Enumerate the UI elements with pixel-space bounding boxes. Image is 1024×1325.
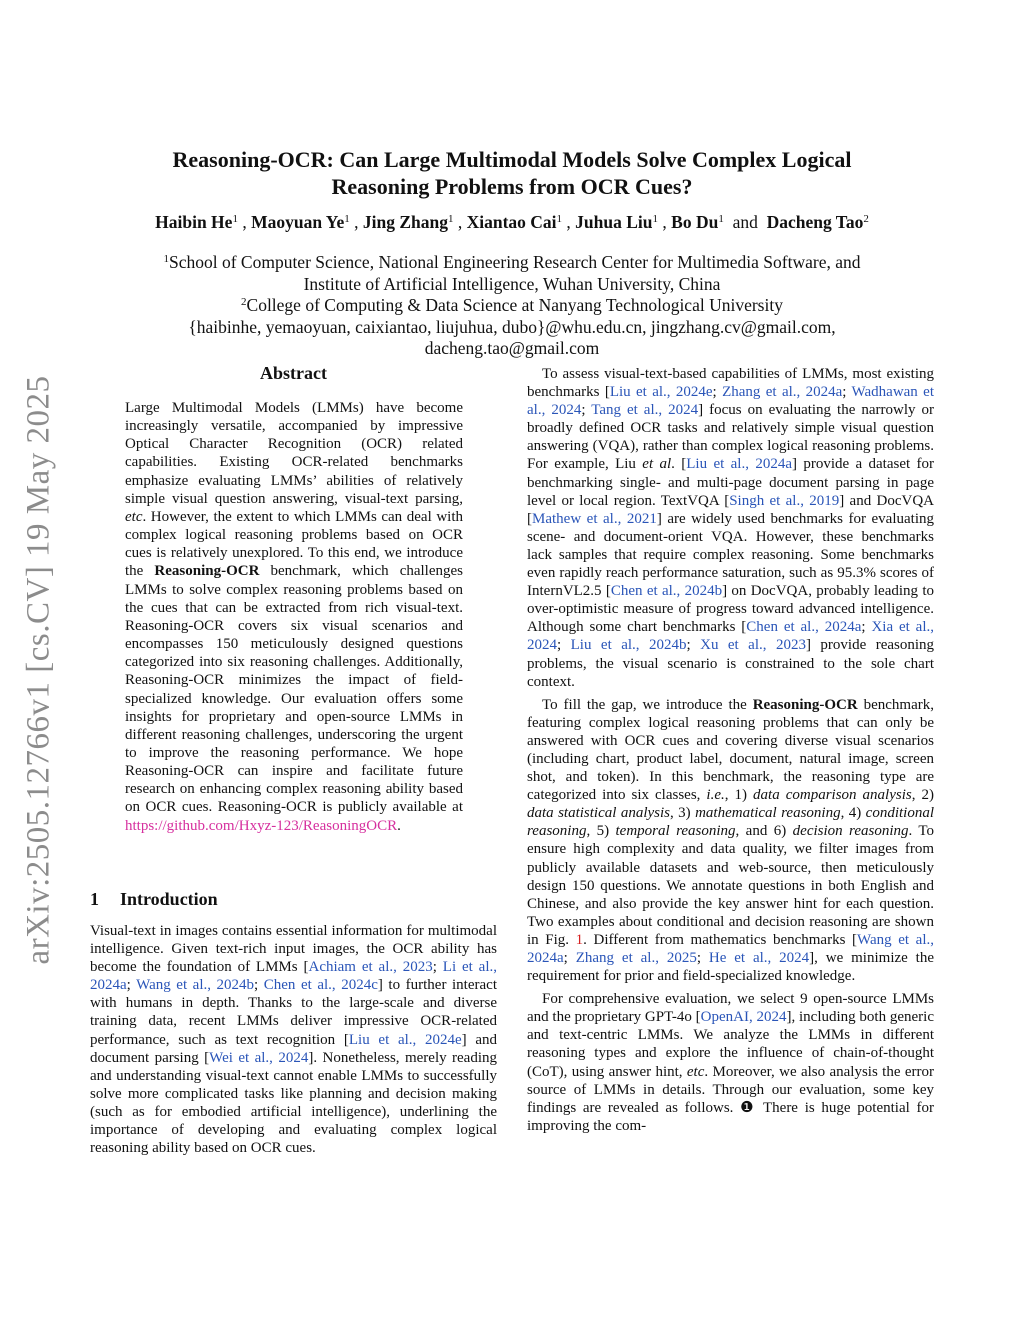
- author-emails-cont: dacheng.tao@gmail.com: [424, 338, 600, 358]
- citation-link[interactable]: Liu et al., 2024e: [609, 384, 713, 401]
- citation-link[interactable]: Singh et al., 2019: [729, 492, 840, 509]
- citation-link[interactable]: Achiam et al., 2023: [308, 959, 433, 976]
- author-name: Jing Zhang: [362, 212, 448, 232]
- figure-reference-link[interactable]: 1: [575, 931, 584, 948]
- citation-link[interactable]: Wadhawan et al., 2024: [527, 384, 934, 419]
- paper-title: [100, 146, 924, 200]
- title-line: Reasoning-OCR: Can Large Multimodal Models Solve Complex Logical: [172, 147, 852, 172]
- citation-link[interactable]: OpenAI, 2024: [700, 1009, 787, 1026]
- section-heading-introduction: 1 Introduction: [90, 889, 218, 909]
- citation-link[interactable]: Tang et al., 2024: [591, 402, 699, 419]
- author-list: Haibin He$^1$ , Maoyuan Ye$^1$ , Jing Zhang$^1$ , Xiantao Cai$^1$ , Juhua Liu$^1$ , Bo Du$^1$ and Dacheng Tao$^2$: [155, 212, 869, 232]
- author-name: Xiantao Cai: [466, 212, 557, 232]
- author-name: Bo Du: [671, 212, 719, 232]
- author-name: Haibin He: [155, 212, 233, 232]
- author-affiliation-mark: 1: [556, 213, 563, 225]
- paragraph: Visual-text in images contains essential information for multimodal intelligence. Given text-rich input images, the OCR ability has become the foundation of LMMs [Achiam et al., 2023; Li et al., 2024a; Wang et al., 2024b; Chen et al., 2024c] to further interact with humans in depth. Thanks to the large-scale and diverse training data, recent LMMs deliver impressive OCR-related performance, such as text recognition [Liu et al., 2024e] and document parsing [Wei et al., 2024]. Nonetheless, merely reading and understanding visual-text cannot enable LMMs to successfully solve more complicated tasks like planning and decision making (such as for embodied artificial intelligence), underlining the importance of developing and evaluating complex logical reasoning ability based on OCR cues.: [90, 923, 498, 1157]
- citation-link[interactable]: Chen et al., 2024a: [746, 619, 862, 636]
- citation-link[interactable]: Liu et al., 2024a: [686, 456, 792, 473]
- emphasis: decision reasoning: [792, 823, 909, 840]
- author-affiliation-mark: 1: [718, 213, 724, 225]
- citation-link[interactable]: Wang et al., 2024a: [527, 931, 934, 966]
- left-column: [90, 922, 497, 1157]
- author-name: Dacheng Tao: [766, 212, 864, 232]
- title-line: Reasoning Problems from OCR Cues?: [331, 174, 693, 199]
- affiliations: [60, 252, 964, 360]
- emphasis: data statistical analysis: [527, 805, 670, 822]
- emphasis: i.e.: [706, 787, 725, 804]
- affiliation-1: $^1$School of Computer Science, National Engineering Research Center for Multimedia Software, and: [163, 252, 861, 272]
- citation-link[interactable]: Xia et al., 2024: [527, 619, 934, 654]
- emphasis: temporal reasoning: [615, 823, 736, 840]
- paragraph: For comprehensive evaluation, we select 9 open-source LMMs and the proprietary GPT-4o [OpenAI, 2024], including both generic and text-centric LMMs. We analyze the LMMs in different reasoning types and explore the influence of chain-of-thought (CoT), using answer hint, etc. Moreover, we also analysis the error source of LMMs in details. Through our evaluation, some key findings are revealed as follows. ❶ There is huge potential for improving the com-: [527, 991, 934, 1134]
- arxiv-side-label: [18, 370, 60, 970]
- paragraph: To assess visual-text-based capabilities of LMMs, most existing benchmarks [Liu et al., 2024e; Zhang et al., 2024a; Wadhawan et al., 2024; Tang et al., 2024] focus on evaluating the narrowly or broadly defined OCR tasks and relatively simple visual question answering (VQA), rather than complex logical reasoning problems. For example, Liu et al. [Liu et al., 2024a] provide a dataset for benchmarking single- and multi-page document parsing in page level or local region. TextVQA [Singh et al., 2019] and DocVQA [Mathew et al., 2021] are widely used benchmarks for evaluating scene- and document-orient VQA. However, these benchmarks lack samples that require complex reasoning. Some benchmarks even rapidly reach performance saturation, such as 95.3% scores of InternVL2.5 [Chen et al., 2024b] on DocVQA, probably leading to over-optimistic measure of progress toward advanced intelligence. Although some chart benchmarks [Chen et al., 2024a; Xia et al., 2024; Liu et al., 2024b; Xu et al., 2023] provide reasoning problems, the visual scenario is constrained to the sole chart context.: [527, 366, 935, 690]
- repository-link[interactable]: https://github.com/Hxyz-123/ReasoningOCR: [125, 817, 398, 834]
- author-affiliation-mark: 1: [232, 213, 238, 225]
- author-name: Juhua Liu: [575, 212, 653, 232]
- citation-link[interactable]: Liu et al., 2024e: [348, 1031, 462, 1048]
- citation-link[interactable]: Chen et al., 2024b: [610, 583, 723, 600]
- right-column: [527, 365, 934, 1135]
- emphasis: mathematical reasoning: [695, 805, 841, 822]
- affiliation-1-cont: Institute of Artificial Intelligence, Wuhan University, China: [303, 273, 721, 294]
- author-conjunction: and: [723, 212, 767, 232]
- author-affiliation-mark: 2: [863, 213, 869, 225]
- citation-link[interactable]: Liu et al., 2024b: [570, 637, 687, 654]
- author-emails: {haibinhe, yemaoyuan, caixiantao, liujuhua, dubo}@whu.edu.cn, jingzhang.cv@gmail.com,: [188, 316, 836, 337]
- emphasis: et al: [642, 456, 672, 473]
- author-affiliation-mark: 1: [652, 213, 659, 225]
- abstract-heading: Abstract: [260, 363, 327, 383]
- citation-link[interactable]: Zhang et al., 2024a: [722, 384, 843, 401]
- affiliation-2: $^2$College of Computing & Data Science at Nanyang Technological University: [241, 295, 783, 315]
- citation-link[interactable]: Chen et al., 2024c: [263, 977, 378, 994]
- arxiv-identifier: arXiv:2505.12766v1 [cs.CV] 19 May 2025: [20, 375, 57, 965]
- emphasis: data comparison analysis: [753, 787, 912, 804]
- citation-link[interactable]: Wang et al., 2024b: [136, 977, 255, 994]
- emphasis: conditional reasoning: [527, 805, 934, 840]
- citation-link[interactable]: Mathew et al., 2021: [532, 510, 657, 527]
- paragraph: To fill the gap, we introduce the Reasoning-OCR benchmark, featuring complex logical reasoning problems that can only be answered with OCR cues and covering diverse visual scenarios (including chart, product label, document, natural image, screen shot, and token). In this benchmark, the reasoning type are categorized into six classes, i.e., 1) data comparison analysis, 2) data statistical analysis, 3) mathematical reasoning, 4) conditional reasoning, 5) temporal reasoning, and 6) decision reasoning. To ensure high complexity and data quality, we filter images from publicly available datasets and web-source, then meticulously design 150 questions. We annotate questions in both English and Chinese, and also provide the key answer hint for each question. Two examples about conditional and decision reasoning are shown in Fig. 1. Different from mathematics benchmarks [Wang et al., 2024a; Zhang et al., 2025; He et al., 2024], we minimize the requirement for prior and field-specialized knowledge.: [527, 696, 934, 985]
- citation-link[interactable]: Li et al., 2024a: [90, 959, 498, 994]
- citation-link[interactable]: Zhang et al., 2025: [575, 950, 697, 966]
- emphasis: etc: [686, 1063, 705, 1080]
- author-name: Maoyuan Ye: [251, 212, 345, 232]
- bold-term: Reasoning-OCR: [752, 696, 858, 713]
- citation-link[interactable]: Xu et al., 2023: [700, 637, 806, 654]
- author-affiliation-mark: 1: [447, 213, 454, 225]
- citation-link[interactable]: Wei et al., 2024: [209, 1049, 309, 1066]
- author-affiliation-mark: 1: [344, 213, 350, 225]
- abstract-body: Large Multimodal Models (LMMs) have become increasingly versatile, accompanied by impressive Optical Character Recognition (OCR) related capabilities. Existing OCR-related benchmarks emphasize evaluating LMMs’ abilities of relatively simple visual question answering, visual-text parsing, etc. However, the extent to which LMMs can deal with complex logical reasoning problems based on OCR cues is relatively unexplored. To this end, we introduce the Reasoning-OCR benchmark, which challenges LMMs to solve complex reasoning problems based on the cues that can be extracted from rich visual-text. Reasoning-OCR covers six visual scenarios and encompasses 150 meticulously designed questions categorized into six reasoning challenges. Additionally, Reasoning-OCR minimizes the impact of field-specialized knowledge. Our evaluation offers some insights for proprietary and open-source LMMs in different reasoning challenges, underscoring the urgent to improve the reasoning performance. We hope Reasoning-OCR can inspire and facilitate future research on enhancing complex reasoning ability based on OCR cues. Reasoning-OCR is publicly available at https://github.com/Hxyz-123/ReasoningOCR.: [125, 400, 463, 834]
- citation-link[interactable]: He et al., 2024: [708, 950, 810, 966]
